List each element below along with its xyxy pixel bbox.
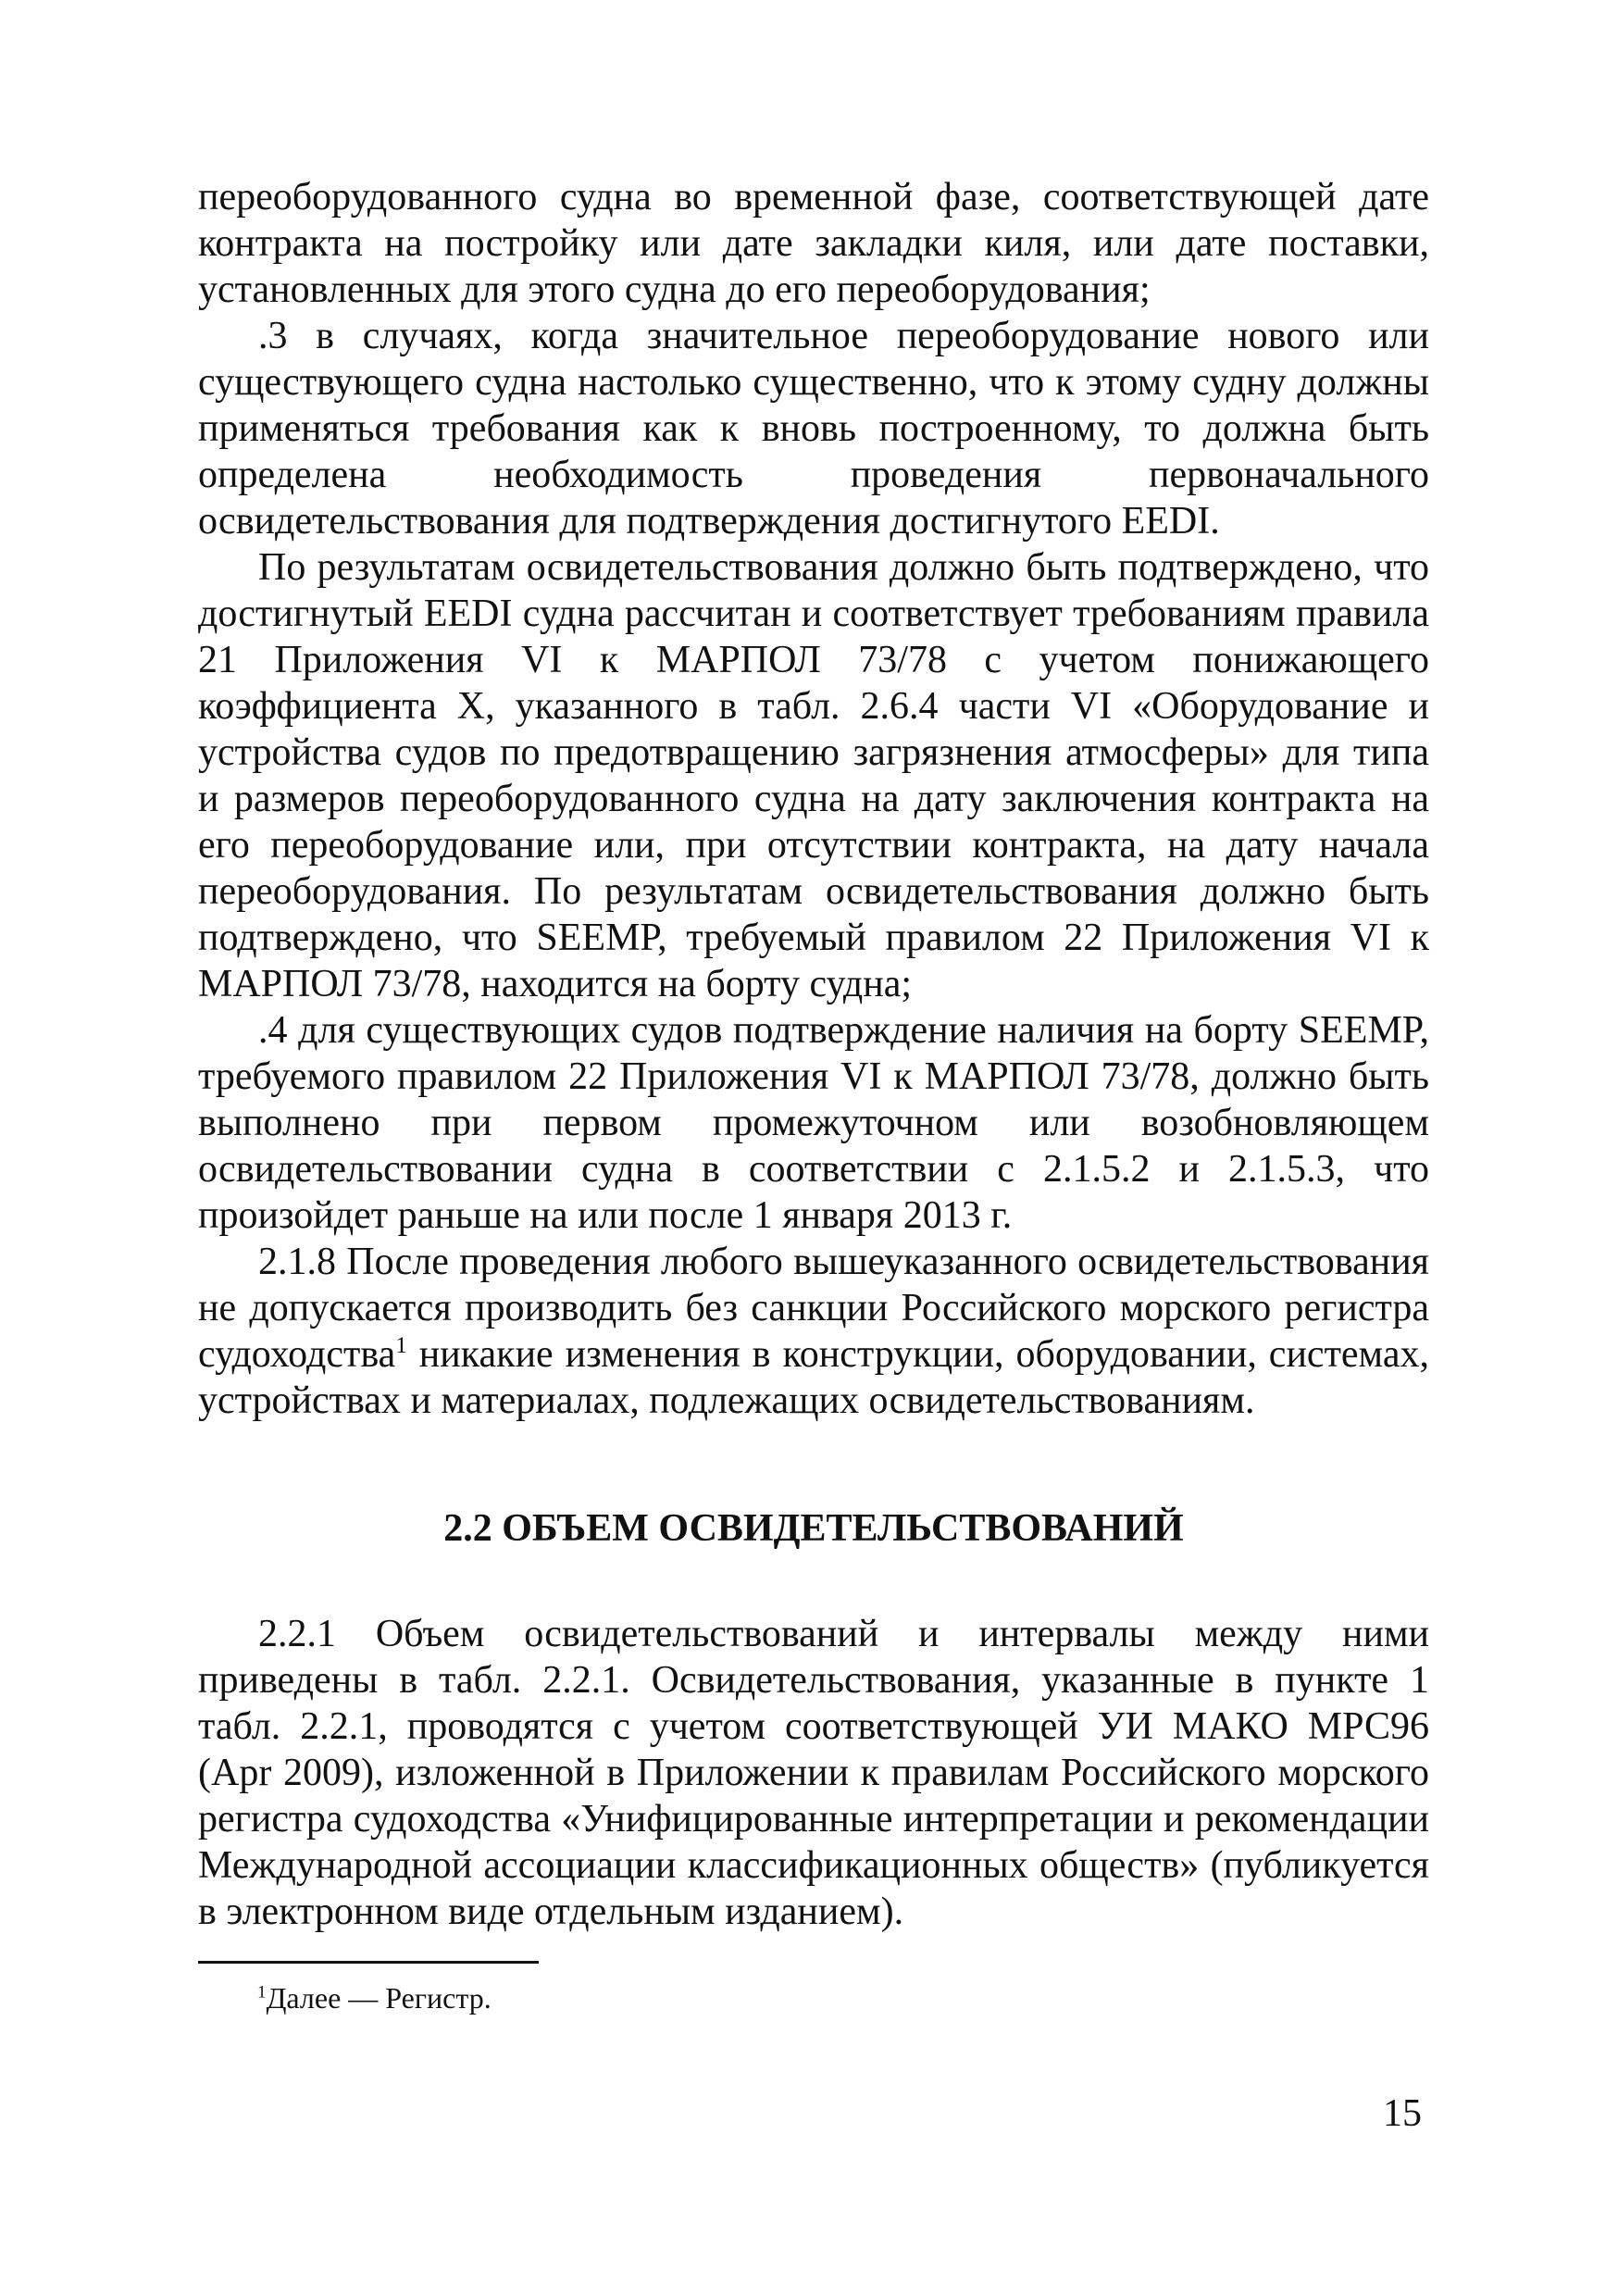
- footnote: [257, 1979, 492, 2016]
- footnote-separator: [198, 1961, 539, 1964]
- paragraph-2-1-8-start: 2.1.8 После проведения любого вышеуказанного освидетельствования не допускается производить без санкции Российского морского регистра судоходства: [198, 1241, 1429, 1376]
- paragraph-2-1-8-end: никакие изменения в конструкции, оборудовании, системах, устройствах и материалах, подлежащих освидетельствованиям.: [198, 1333, 1429, 1422]
- text-block-bottom: [198, 1611, 1429, 1935]
- footnote-marker: 1: [257, 1982, 267, 2003]
- paragraph-2-1-8: [198, 1239, 1429, 1424]
- text-block-top: [198, 174, 1429, 1424]
- paragraph-2-2-1: 2.2.1 Объем освидетельствований и интервалы между ними приведены в табл. 2.2.1. Освидетельствования, указанные в пункте 1 табл. 2.2.1, проводятся с учетом соответствующей УИ МАКО МРС96 (Apr 2009), изложенной в Приложении к правилам Российского морского регистра судоходства «Унифицированные интерпретации и рекомендации Международной ассоциации классификационных обществ» (публикуется в электронном виде отдельным изданием).: [198, 1613, 1429, 1933]
- paragraph-item-3: .3 в случаях, когда значительное переоборудование нового или существующего судна настолько существенно, что к этому судну должны применяться требования как к вновь построенному, то должна быть определена необходимость проведения первоначального освидетельствования для подтверждения достигнутого EEDI.: [198, 315, 1429, 543]
- section-heading: 2.2 ОБЪЕМ ОСВИДЕТЕЛЬСТВОВАНИЙ: [443, 1507, 1184, 1550]
- paragraph-item-4: .4 для существующих судов подтверждение наличия на борту SEEMP, требуемого правилом 22 Приложения VI к МАРПОЛ 73/78, должно быть выполнено при первом промежуточном или возобновляющем освидетельствовании судна в соответствии с 2.1.5.2 и 2.1.5.3, что произойдет раньше на или после 1 января 2013 г.: [198, 1009, 1429, 1237]
- footnote-text: Далее — Регистр.: [266, 1981, 492, 2015]
- page-number: 15: [1383, 2092, 1422, 2135]
- footnote-reference: 1: [395, 1333, 407, 1358]
- paragraph-continuation: переоборудованного судна во временной фазе, соответствующей дате контракта на постройку или дате закладки киля, или дате поставки, установленных для этого судна до его переоборудования;: [198, 176, 1429, 311]
- paragraph-survey-results: По результатам освидетельствования должно быть подтверждено, что достигнутый EEDI судна рассчитан и соответствует требованиям правила 21 Приложения VI к МАРПОЛ 73/78 с учетом понижающего коэффициента X, указанного в табл. 2.6.4 части VI «Оборудование и устройства судов по предотвращению загрязнения атмосферы» для типа и размеров переоборудованного судна на дату заключения контракта на его переоборудование или, при отсутствии контракта, на дату начала переоборудования. По результатам освидетельствования должно быть подтверждено, что SEEMP, требуемый правилом 22 Приложения VI к МАРПОЛ 73/78, находится на борту судна;: [198, 546, 1429, 1005]
